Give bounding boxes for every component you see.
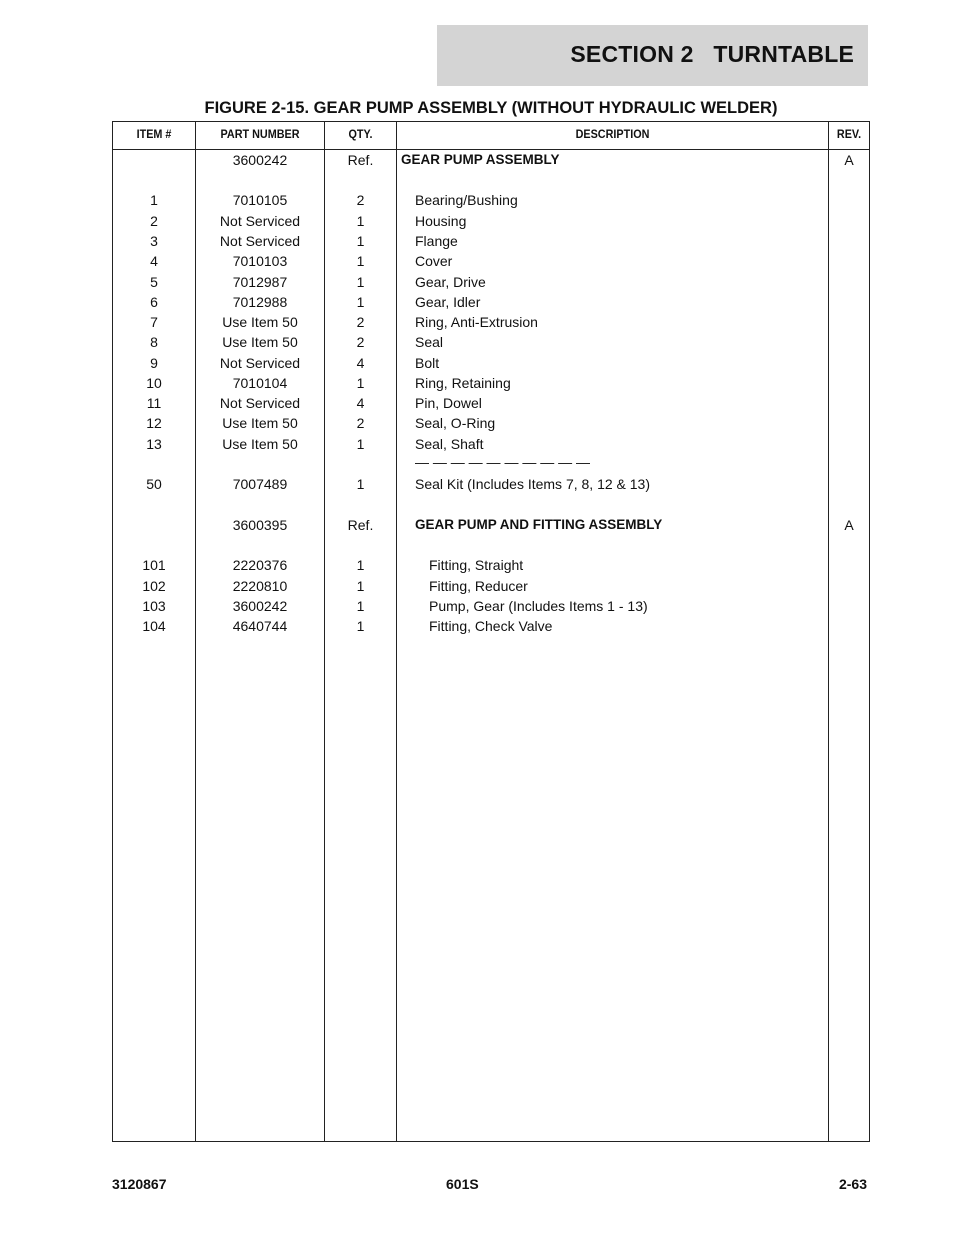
part-number-cell: 7010105 (232, 192, 288, 208)
quantity-cell: 1 (356, 598, 365, 614)
description-cell: GEAR PUMP AND FITTING ASSEMBLY (415, 517, 663, 532)
description-cell: Fitting, Straight (429, 557, 524, 573)
table-row (113, 212, 869, 232)
table-row (113, 191, 869, 211)
part-number-cell: 7010103 (232, 253, 288, 269)
table-row (113, 293, 869, 313)
item-number-cell: 102 (142, 578, 166, 594)
header-divider (113, 149, 869, 150)
part-number-cell: Use Item 50 (222, 314, 298, 330)
description-cell: Fitting, Check Valve (429, 618, 553, 634)
footer-page-number: 2-63 (838, 1176, 867, 1192)
description-cell: Ring, Retaining (415, 375, 511, 391)
part-number-cell: 3600242 (232, 598, 288, 614)
part-number-cell: Not Serviced (219, 355, 301, 371)
item-number-cell: 4 (150, 253, 158, 269)
quantity-cell: 2 (356, 314, 365, 330)
table-row (113, 333, 869, 353)
item-number-cell: 8 (150, 334, 158, 350)
part-number-cell: 7012988 (232, 294, 288, 310)
item-number-cell: 2 (150, 213, 158, 229)
part-number-cell: 2220810 (232, 578, 288, 594)
quantity-cell: 2 (356, 192, 365, 208)
part-number-cell: 3600395 (232, 517, 288, 533)
footer-document-number: 3120867 (112, 1176, 167, 1192)
column-header-item: ITEM # (136, 127, 172, 141)
description-cell: Gear, Drive (415, 274, 486, 290)
footer-model: 601S (446, 1176, 479, 1192)
item-number-cell: 1 (150, 192, 158, 208)
revision-cell: A (844, 517, 854, 533)
description-cell: Fitting, Reducer (429, 578, 528, 594)
item-number-cell: 50 (146, 476, 162, 492)
table-row (113, 577, 869, 597)
item-number-cell: 10 (146, 375, 162, 391)
description-cell: Pump, Gear (Includes Items 1 - 13) (429, 598, 648, 614)
table-row (113, 273, 869, 293)
quantity-cell: 1 (356, 294, 365, 310)
item-number-cell: 3 (150, 233, 158, 249)
part-number-cell: 3600242 (232, 152, 288, 168)
table-row (113, 232, 869, 252)
part-number-cell: 7010104 (232, 375, 288, 391)
description-cell: Seal (415, 334, 444, 350)
description-cell: Cover (415, 253, 453, 269)
part-number-cell: 4640744 (232, 618, 288, 634)
quantity-cell: 2 (356, 334, 365, 350)
revision-cell: A (844, 152, 854, 168)
table-row (113, 475, 869, 495)
quantity-cell: 1 (356, 213, 365, 229)
table-row (113, 252, 869, 272)
part-number-cell: Not Serviced (219, 213, 301, 229)
description-cell: Bolt (415, 355, 440, 371)
quantity-cell: 1 (356, 253, 365, 269)
item-number-cell: 7 (150, 314, 158, 330)
quantity-cell: 1 (356, 618, 365, 634)
table-row (113, 516, 869, 536)
quantity-cell: Ref. (347, 517, 374, 533)
table-row (113, 435, 869, 455)
quantity-cell: 1 (356, 557, 365, 573)
quantity-cell: 1 (356, 578, 365, 594)
column-header-qty: QTY. (348, 127, 373, 141)
column-header-part-number: PART NUMBER (220, 127, 300, 141)
description-cell: Seal, Shaft (415, 436, 484, 452)
table-row (113, 414, 869, 434)
table-row (113, 556, 869, 576)
description-cell: Flange (415, 233, 458, 249)
part-number-cell: Use Item 50 (222, 334, 298, 350)
part-number-cell: 7007489 (232, 476, 288, 492)
quantity-cell: 2 (356, 415, 365, 431)
item-number-cell: 13 (146, 436, 162, 452)
description-cell: GEAR PUMP ASSEMBLY (401, 152, 560, 167)
table-row (113, 354, 869, 374)
table-row (113, 151, 869, 171)
item-number-cell: 103 (142, 598, 166, 614)
description-cell: Bearing/Bushing (415, 192, 518, 208)
part-number-cell: Use Item 50 (222, 436, 298, 452)
quantity-cell: 1 (356, 274, 365, 290)
item-number-cell: 11 (146, 395, 162, 411)
column-header-description: DESCRIPTION (575, 127, 650, 141)
description-cell: Seal Kit (Includes Items 7, 8, 12 & 13) (415, 476, 651, 492)
section-header-band (437, 25, 868, 86)
item-number-cell: 104 (142, 618, 166, 634)
item-number-cell: 12 (146, 415, 162, 431)
quantity-cell: 1 (356, 476, 365, 492)
part-number-cell: Not Serviced (219, 233, 301, 249)
part-number-cell: 7012987 (232, 274, 288, 290)
table-row (113, 313, 869, 333)
quantity-cell: 1 (356, 233, 365, 249)
part-number-cell: Use Item 50 (222, 415, 298, 431)
item-number-cell: 101 (142, 557, 166, 573)
item-number-cell: 5 (150, 274, 158, 290)
part-number-cell: Not Serviced (219, 395, 301, 411)
quantity-cell: 4 (356, 355, 365, 371)
item-number-cell: 9 (150, 355, 158, 371)
table-row (113, 617, 869, 637)
item-number-cell: 6 (150, 294, 158, 310)
parts-table (112, 121, 870, 1142)
table-row (113, 597, 869, 617)
description-cell: Pin, Dowel (415, 395, 482, 411)
table-row (113, 374, 869, 394)
quantity-cell: 4 (356, 395, 365, 411)
section-title: SECTION 2 TURNTABLE (570, 41, 854, 67)
description-cell: Housing (415, 213, 467, 229)
table-row (113, 453, 869, 473)
quantity-cell: Ref. (347, 152, 374, 168)
description-cell: — — — — — — — — — — (415, 454, 591, 470)
column-header-rev: REV. (836, 127, 862, 141)
description-cell: Gear, Idler (415, 294, 481, 310)
part-number-cell: 2220376 (232, 557, 288, 573)
description-cell: Seal, O-Ring (415, 415, 496, 431)
quantity-cell: 1 (356, 375, 365, 391)
table-row (113, 394, 869, 414)
description-cell: Ring, Anti-Extrusion (415, 314, 538, 330)
quantity-cell: 1 (356, 436, 365, 452)
figure-title: FIGURE 2-15. GEAR PUMP ASSEMBLY (WITHOUT HYDRAULIC WELDER) (204, 99, 778, 117)
